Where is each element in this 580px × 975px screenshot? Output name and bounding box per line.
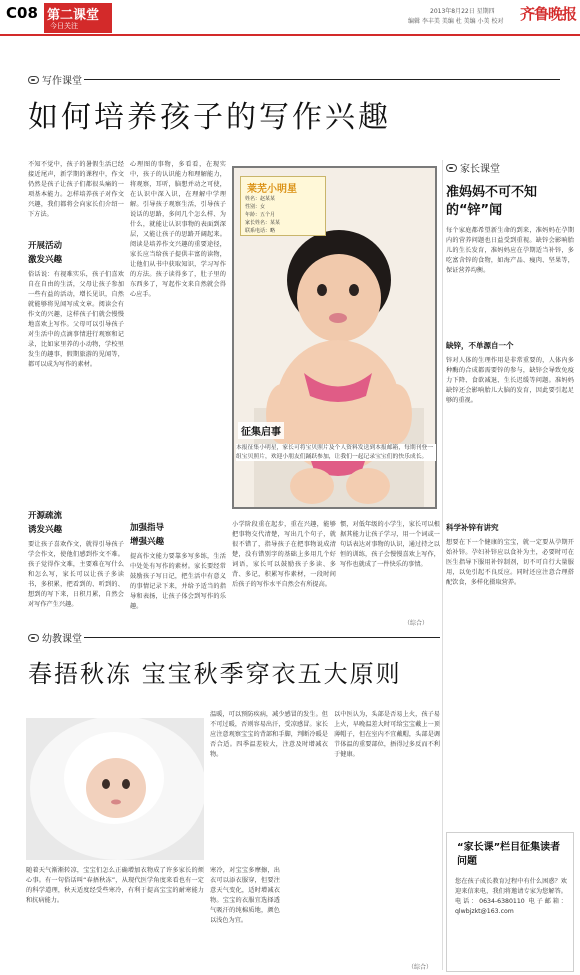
subhead: 开源疏流	[28, 511, 63, 521]
eye-icon	[28, 634, 39, 642]
eye-icon	[446, 164, 457, 172]
reader-call-body: 您在孩子成长教育过程中有什么困惑？欢迎来信来电，我们将邀请专家为您解答。电话：0634-6380110 电子邮箱：qlwbjzkt@163.com	[455, 878, 567, 915]
baby-blanket-photo	[26, 718, 204, 860]
photo-info-title: 莱芜小明星	[247, 184, 297, 195]
article-col-2: 心理图的事物，多看看，在现实中，孩子的认识能力和理解能力，将观察，耳听，脑想并动之可使，在认识中深入识，在理解中学理解。引导孩子观察生活，引导孩子说话的思路，多问几个怎么样、为什么，就能让认识事物的表面到深层，又能让孩子的思路开阔起来。阅读是培养作文兴趣的重要途径，家长应当给孩子提供丰富的读物，让他们从书中获取知识，学习写作的方法。孩子读得多了，肚子里的东西多了，写起作文来自然就会得心应手。	[130, 161, 226, 298]
subhead: 开展活动	[28, 241, 63, 251]
signoff: （综合）	[404, 620, 429, 627]
sidebar-body-3: 想要在下一个健康的宝宝，就一定要从孕期开始补锌。孕妇补锌应以食补为主，必要时可在医生指导下服用补锌制剂，切不可自行大量服用，以免引起不良反应。同时还应注意合理搭配饮食，多样化摄取营养。	[446, 539, 574, 586]
eye-icon	[28, 76, 39, 84]
article-col-2b: 提高作文能力要靠多写多练，生活中处处有写作的素材。家长要经常鼓励孩子写日记，把生活中有意义的事情记录下来，并给予适当的指导和表扬，让孩子体会到写作的乐趣。	[130, 553, 226, 610]
section-name: 第二课堂	[47, 8, 100, 23]
article-col-1c: 要让孩子喜欢作文，就得引导孩子学会作文，使他们感到作文不难。孩子觉得作文难，主要难在写什么和怎么写，家长可以让孩子多读书，多积累，把看到的、听到的、想到的写下来，日积月累，自然会对写作产生兴趣。	[28, 541, 124, 608]
article2-headline: 春捂秋冻 宝宝秋季穿衣五大原则	[28, 660, 402, 688]
sidebar-body-1: 每个家庭都希望新生命的到来，准妈妈在孕期内的营养问题也日益受到重视。缺锌会影响胎儿的生长发育，准妈妈应在孕期适当补锌，多吃富含锌的食物，如海产品、瘦肉、坚果等，保证营养均衡。	[446, 227, 574, 274]
column-tag-preschool	[28, 630, 82, 645]
masthead-staff: 编辑 李丰美 美编 杜 美编 小美 校对	[408, 18, 504, 25]
divider	[84, 637, 440, 638]
subhead: 增强兴趣	[130, 537, 165, 547]
photo-caption: 本报征集小明星，家长可将宝贝照片及个人资料发送到本报邮箱，每期刊登一组宝贝照片，欢迎小朋友们踊跃参加，让我们一起记录宝宝们的快乐成长。	[236, 444, 436, 461]
article-headline: 如何培养孩子的写作兴趣	[28, 100, 391, 135]
column-tag-label: 写作课堂	[42, 76, 82, 87]
article-col-4: 惯，对低年级的小学生，家长可以根据其能力让孩子学习，用一个词或一句话表达对事物的认识，通过持之以恒的训练，孩子会慢慢喜欢上写作，写作也就成了一件快乐的事情。	[340, 521, 440, 568]
sidebar-body-2: 锌对人体的生理作用是非常重要的，人体内多种酶的合成都需要锌的参与，缺锌会导致免疫力下降、食欲减退、生长迟缓等问题。准妈妈缺锌还会影响胎儿大脑的发育，因此要引起足够的重视。	[446, 357, 574, 404]
column-tag-label: 幼教课堂	[42, 634, 82, 645]
photo-info-lines: 姓名：赵某某 性别：女 年龄：五个月 家长姓名：某某 联系电话：略	[245, 196, 281, 234]
masthead	[0, 0, 580, 36]
sidebar-subhead: 缺锌，不单源自一个	[446, 341, 514, 350]
article2-col-4: 以中医认为，头部是否易上火，孩子易上火，早晚温差大时可给宝宝戴上一顶薄帽子，但在室内不宜戴帽，头部是调节体温的重要部位，捂得过多反而不利于健康。	[334, 711, 440, 758]
reader-call-box	[446, 832, 574, 972]
article-col-3: 小学阶段重在起步，重在兴趣，能够把事物交代清楚，写出几个句子，就很不错了，指导孩子在把事物说成清楚，没有错别字的基础上多用几个好词语，家长可以鼓励孩子多读、多背、多记，积累写作素材，一段时间后孩子的写作水平自然会有所提高。	[232, 521, 336, 588]
reader-call-title: “家长课”栏目征集读者问题	[457, 842, 561, 867]
divider	[84, 79, 560, 80]
article-col-1: 不知不觉中，孩子的暑假生活已经接近尾声，新学期的课程中，作文仍然是孩子让孩子们都很头痛的一项基本能力。怎样培养孩子对作文兴趣，我们都将会向家长们介绍一下方法。	[28, 161, 124, 218]
subhead: 诱发兴趣	[28, 525, 63, 535]
page-number: C08	[6, 4, 38, 22]
photo-caption-title: 征集启事	[238, 422, 284, 439]
masthead-date: 2013年8月22日 星期四	[430, 8, 495, 15]
column-rule	[442, 160, 443, 970]
newspaper-logo: 齐鲁晚报	[520, 5, 577, 23]
article2-col-1: 随着天气渐渐转凉，宝宝们怎么正确增加衣物成了许多家长的烦心事。有一句俗话叫“春捂秋冻”，从现代医学角度来看也有一定的科学道理，秋天适度经受些寒冷，有利于提高宝宝的耐寒能力和抗病能力。	[26, 867, 204, 904]
subhead: 激发兴趣	[28, 255, 63, 265]
article-col-1b: 俗话说：有视难实乐，孩子们喜欢自在自由的生活，父母让孩子参加一些有益的活动，增长见识，自然就能够将见闻写成文章。阅读会有作文的兴趣，这样孩子们就会慢慢地喜欢上写作。父母可以引导孩子对生活中的点滴事情进行观察和记录，比如家里养的小动物，学校里发生的趣事，假期旅游的见闻等，都可以成为写作的素材。	[28, 271, 124, 368]
signoff: （综合）	[408, 964, 433, 971]
column-tag-label: 家长课堂	[460, 164, 500, 175]
section-sub: 今日关注	[50, 22, 78, 30]
article2-col-3: 温暖，可以预防疾病，减少感冒的发生。但不可过暖，否则容易出汗，受凉感冒。家长应注意观察宝宝的背部和手脚，判断冷暖是否合适。四季温差较大，注意及时增减衣物。	[210, 711, 328, 758]
baby-blanket-illustration	[26, 718, 204, 860]
section-block	[44, 3, 112, 33]
subhead: 加强指导	[130, 523, 165, 533]
column-tag-writing	[28, 72, 82, 87]
article2-col-2: 寒冷，对宝宝多摩擦，出衣可以添衣服穿，但要注意天气变化，适时增减衣物。宝宝的衣服宜选择透气吸汗的纯棉质地，颜色以浅色为宜。	[210, 867, 280, 924]
column-tag-parent	[446, 160, 500, 175]
sidebar-subhead: 科学补锌有讲究	[446, 523, 499, 532]
photo-info-card	[240, 176, 326, 236]
sidebar-headline: 准妈妈不可不知的“锌”闻	[446, 185, 538, 218]
